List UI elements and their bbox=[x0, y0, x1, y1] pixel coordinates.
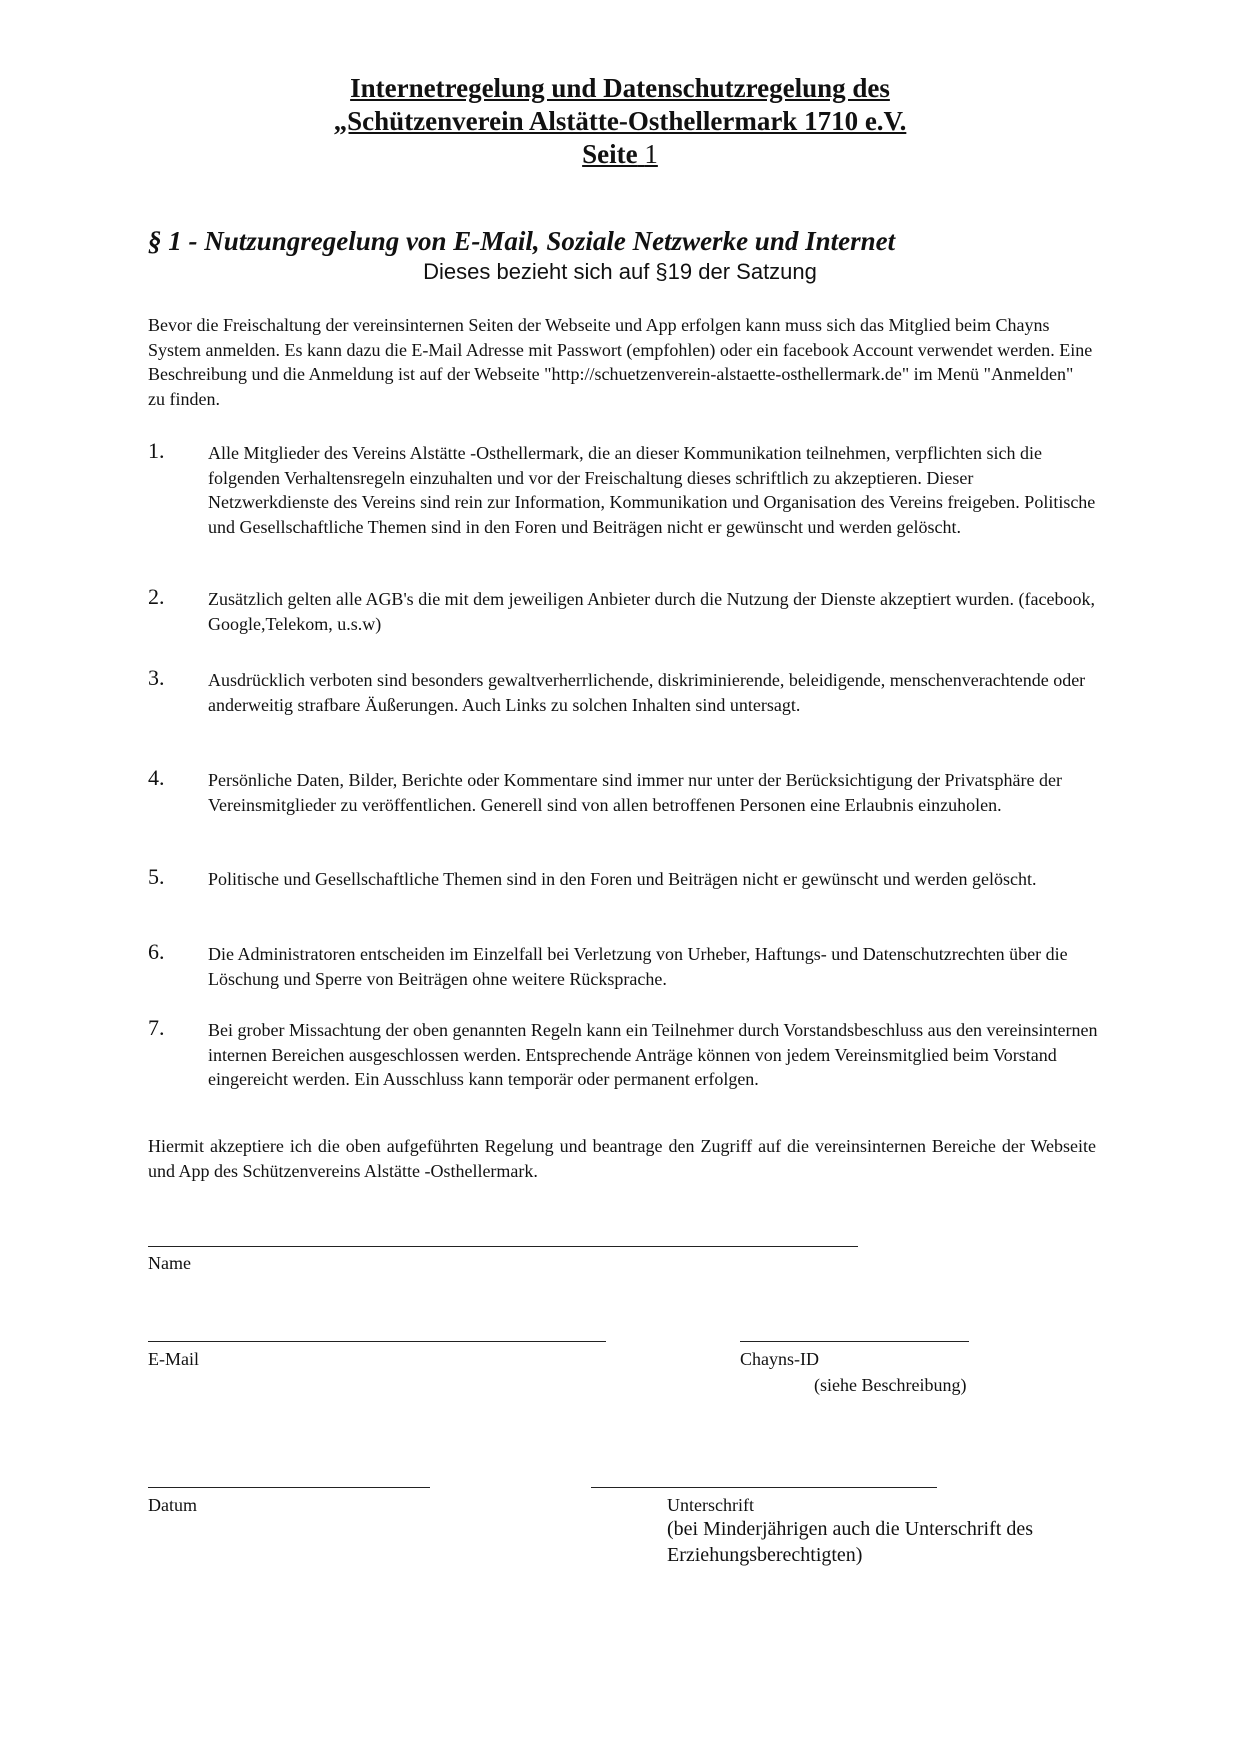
signature-label: Unterschrift bbox=[667, 1495, 754, 1515]
title-line-2: „Schützenverein Alstätte-Osthellermark 1710 e.V. bbox=[333, 106, 907, 136]
intro-paragraph: Bevor die Freischaltung der vereinsinternen Seiten der Webseite und App erfolgen kann muss sich das Mitglied beim Chayns System anmelden. Es kann dazu die E-Mail Adresse mit Passwort (empfohlen) oder ein facebook Account verwendet werden. Eine Beschreibung und die Anmeldung ist auf der Webseite "http://schuetzenverein-alstaette-osthellermark.de" im Menü "Anmelden" zu finden. bbox=[148, 315, 1093, 409]
document-title bbox=[0, 72, 1240, 171]
rule-number: 4. bbox=[148, 765, 165, 790]
closing-paragraph: Hiermit akzeptiere ich die oben aufgeführten Regelung und beantrage den Zugriff auf die vereinsinternen Bereiche der Webseite und App des Schützenvereins Alstätte -Osthellermark. bbox=[148, 1136, 1096, 1181]
rule-text: Die Administratoren entscheiden im Einzelfall bei Verletzung von Urheber, Haftungs- und Datenschutzrechten über die Löschung und Sperre von Beiträgen ohne weitere Rücksprache. bbox=[208, 944, 1068, 989]
rule-number: 2. bbox=[148, 584, 165, 609]
rule-text: Politische und Gesellschaftliche Themen sind in den Foren und Beiträgen nicht er gewünscht und werden gelöscht. bbox=[208, 869, 1037, 889]
name-line[interactable] bbox=[148, 1246, 858, 1247]
rule-text: Ausdrücklich verboten sind besonders gewaltverherrlichende, diskriminierende, beleidigende, menschenverachtende oder anderweitig strafbare Äußerungen. Auch Links zu solchen Inhalten sind untersagt. bbox=[208, 670, 1086, 715]
name-label: Name bbox=[148, 1253, 191, 1273]
rule-number: 1. bbox=[148, 438, 165, 463]
date-label: Datum bbox=[148, 1495, 197, 1515]
rule-text: Bei grober Missachtung der oben genannten Regeln kann ein Teilnehmer durch Vorstandsbeschluss aus den vereinsinternen internen Bereichen ausgeschlossen werden. Entsprechende Anträge können von jedem Vereinsmitglied beim Vorstand eingereicht werden. Ein Ausschluss kann temporär oder permanent erfolgen. bbox=[208, 1020, 1098, 1089]
date-line[interactable] bbox=[148, 1487, 430, 1488]
email-line[interactable] bbox=[148, 1341, 606, 1342]
email-label: E-Mail bbox=[148, 1349, 199, 1369]
rule-number: 3. bbox=[148, 665, 165, 690]
chayns-id-label: Chayns-ID bbox=[740, 1349, 819, 1369]
page-label: Seite bbox=[582, 139, 638, 169]
signature-line[interactable] bbox=[591, 1487, 937, 1488]
section-heading: § 1 - Nutzungregelung von E-Mail, Soziale Netzwerke und Internet bbox=[148, 226, 896, 256]
signature-note: (bei Minderjährigen auch die Unterschrift des Erziehungsberechtigten) bbox=[667, 1518, 1033, 1566]
rule-text: Persönliche Daten, Bilder, Berichte oder Kommentare sind immer nur unter der Berücksichtigung der Privatsphäre der Vereinsmitglieder zu veröffentlichen. Generell sind von allen betroffenen Personen eine Erlaubnis einzuholen. bbox=[208, 770, 1063, 815]
rule-text: Zusätzlich gelten alle AGB's die mit dem jeweiligen Anbieter durch die Nutzung der Dienste akzeptiert wurden. (facebook, Google,Telekom, u.s.w) bbox=[208, 589, 1095, 634]
page-number: 1 bbox=[644, 139, 658, 169]
title-page-line bbox=[0, 138, 1240, 171]
rule-number: 7. bbox=[148, 1015, 165, 1040]
chayns-id-line[interactable] bbox=[740, 1341, 969, 1342]
title-line-1: Internetregelung und Datenschutzregelung des bbox=[350, 73, 890, 103]
section-subheading: Dieses bezieht sich auf §19 der Satzung bbox=[423, 259, 817, 284]
rule-number: 6. bbox=[148, 939, 165, 964]
rule-text: Alle Mitglieder des Vereins Alstätte -Osthellermark, die an dieser Kommunikation teilnehmen, verpflichten sich die folgenden Verhaltensregeln einzuhalten und vor der Freischaltung dieses schriftlich zu akzeptieren. Dieser Netzwerkdienste des Vereins sind rein zur Information, Kommunikation und Organisation des Vereins freigeben. Politische und Gesellschaftliche Themen sind in den Foren und Beiträgen nicht er gewünscht und werden gelöscht. bbox=[208, 443, 1096, 537]
rule-number: 5. bbox=[148, 864, 165, 889]
chayns-id-hint: (siehe Beschreibung) bbox=[814, 1375, 967, 1395]
